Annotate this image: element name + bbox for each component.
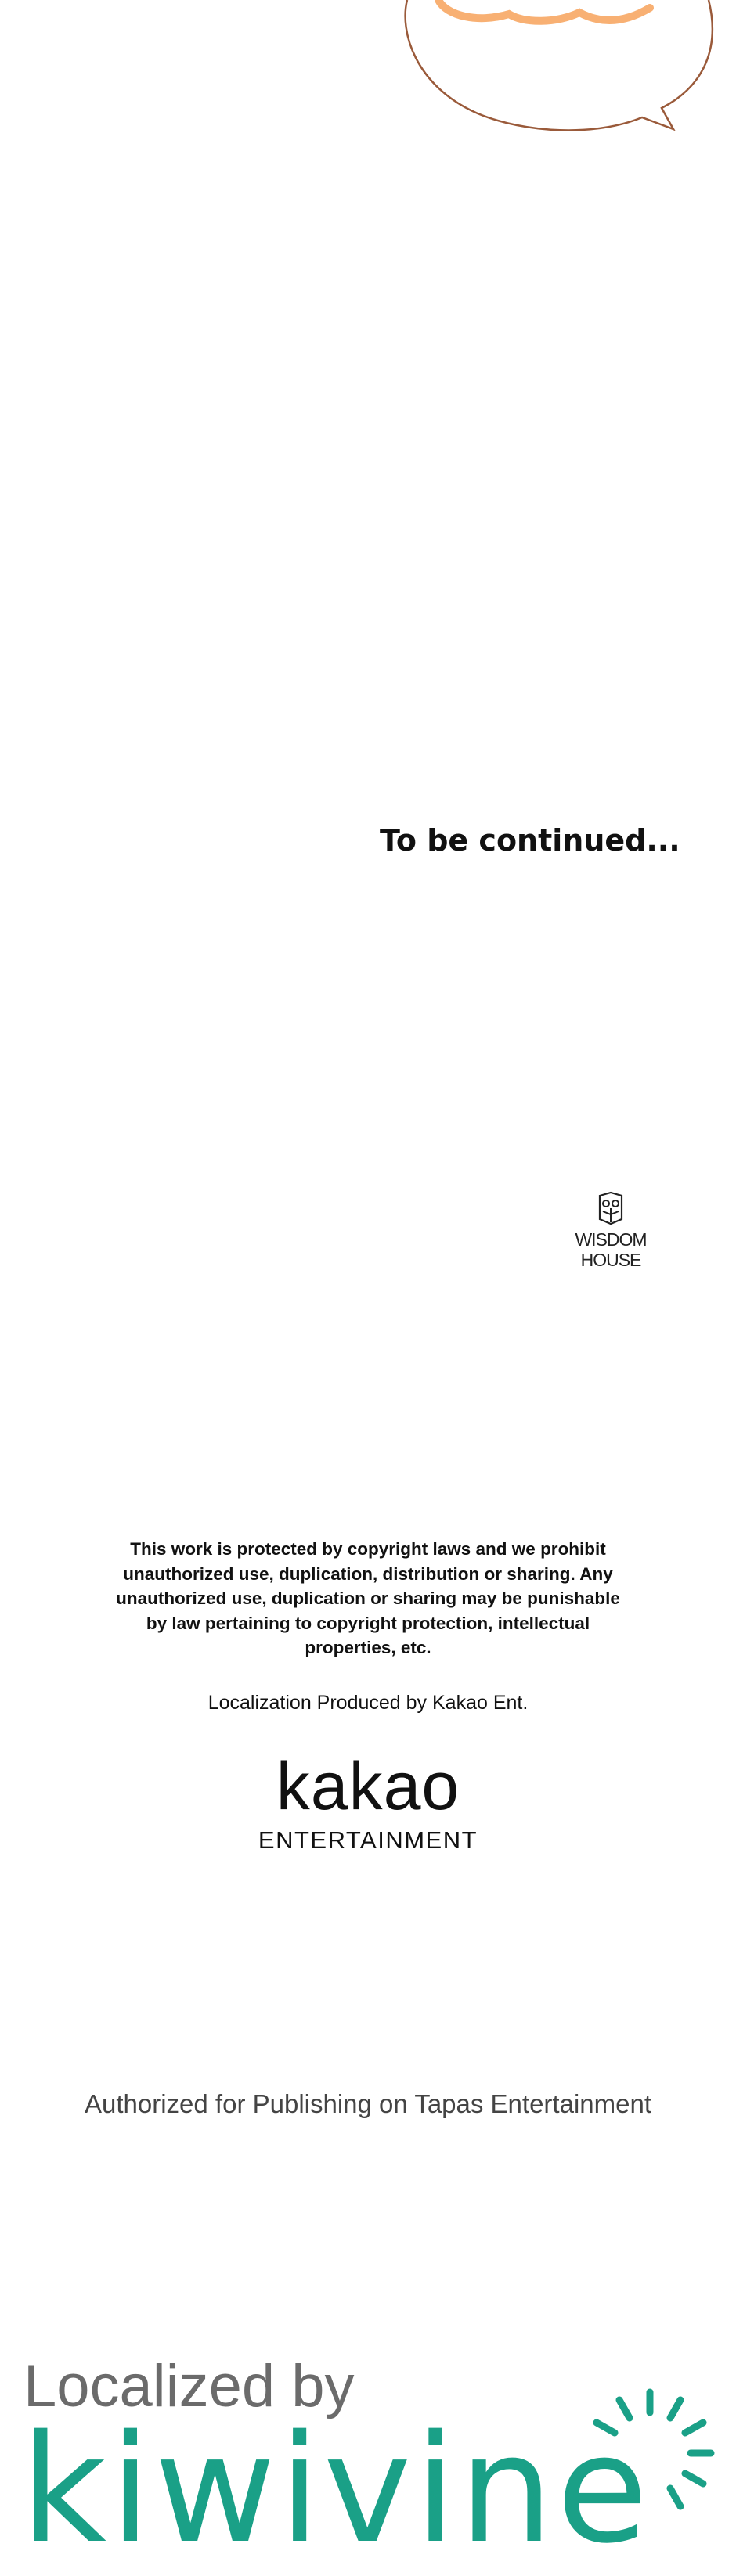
kakao-subtitle: ENTERTAINMENT: [258, 1826, 478, 1854]
copyright-notice: This work is protected by copyright laws and we prohibit unauthorized use, duplication, distribution or sharing. Any unauthorized use, duplication or sharing may be punishable by law pertaining to copyright protection, intellectual properties, etc.: [116, 1539, 620, 1657]
localized-by-label: Localized by: [23, 2353, 355, 2419]
kiwivine-wordmark: kiwivine: [20, 2403, 651, 2576]
authorized-publishing-text: Authorized for Publishing on Tapas Entertainment: [84, 2089, 651, 2118]
kakao-wordmark: kakao: [276, 1749, 460, 1824]
speech-bubble: [391, 0, 720, 141]
owl-book-icon: [597, 1191, 625, 1225]
kakao-entertainment-logo: [235, 1751, 501, 1855]
to-be-continued-text: To be continued...: [380, 823, 680, 858]
publisher-name-line2: HOUSE: [580, 1250, 641, 1270]
publisher-name-line1: WISDOM: [575, 1229, 647, 1250]
sunburst-icon: [572, 2375, 728, 2531]
wisdom-house-logo: [564, 1191, 658, 1285]
localization-credit: Localization Produced by Kakao Ent.: [207, 1692, 529, 1714]
